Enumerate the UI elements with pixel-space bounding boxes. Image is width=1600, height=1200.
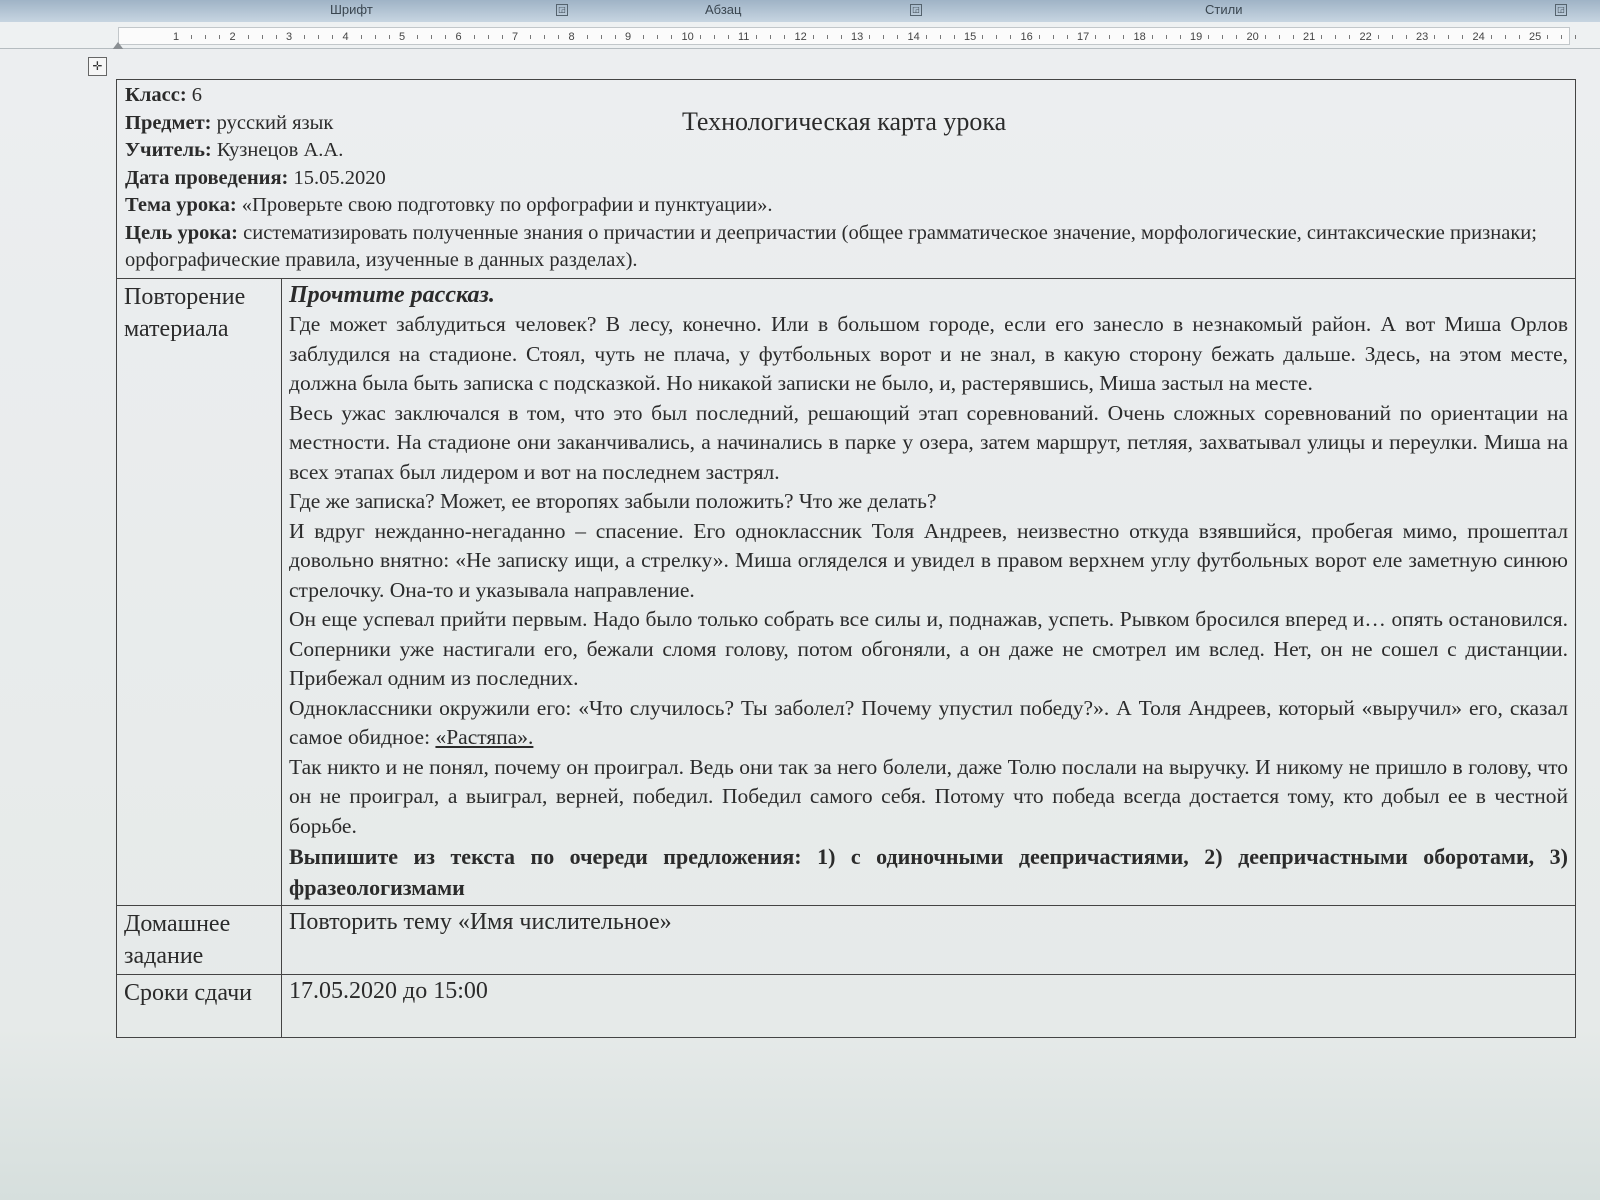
ruler-number: 20	[1246, 31, 1259, 43]
ruler-tick	[1095, 35, 1096, 39]
ruler-tick	[191, 35, 192, 39]
subject-value: русский язык	[216, 111, 334, 134]
styles-dialog-launcher-icon[interactable]: ◲	[1555, 4, 1567, 16]
ruler-tick	[530, 35, 531, 39]
ruler-tick	[1010, 35, 1011, 39]
ruler-tick	[1053, 35, 1054, 39]
ruler-number: 17	[1077, 31, 1090, 43]
ruler-tick	[784, 35, 785, 39]
paragraph-dialog-launcher-icon[interactable]: ◲	[910, 4, 922, 16]
ruler-tick	[375, 35, 376, 39]
ruler-tick	[304, 35, 305, 39]
ruler-number: 9	[625, 31, 632, 43]
ruler-tick	[1519, 35, 1520, 39]
ruler-number: 1	[173, 31, 180, 43]
ruler-tick	[1236, 35, 1237, 39]
underlined-quote: «Растяпа».	[435, 725, 534, 749]
ruler-number: 23	[1416, 31, 1429, 43]
ruler-tick	[544, 35, 545, 39]
ruler-tick	[1222, 35, 1223, 39]
ruler-number: 22	[1359, 31, 1372, 43]
ruler-tick	[841, 35, 842, 39]
ruler-tick	[643, 35, 644, 39]
ruler-tick	[1067, 35, 1068, 39]
ruler-number: 2	[229, 31, 236, 43]
review-content-cell	[282, 278, 1576, 906]
header-row	[117, 80, 1576, 279]
class-label: Класс:	[125, 84, 187, 106]
ruler-tick	[1039, 35, 1040, 39]
class-value: 6	[191, 84, 203, 106]
ruler-number: 11	[738, 31, 750, 43]
ruler-tick	[869, 35, 870, 39]
ruler-tick	[1166, 35, 1167, 39]
ruler-tick	[982, 35, 983, 39]
story-paragraph: И вдруг нежданно-негаданно – спасение. Его одноклассник Толя Андреев, неизвестно откуда взявшийся, пробегая мимо, прошептал довольно внятно: «Не записку ищи, а стрелку». Миша огляделся и увидел в правом верхнем углу футбольных ворот еле заметную синюю стрелочку. Она-то и указывала направление.	[289, 518, 1568, 602]
ruler-tick	[827, 35, 828, 39]
ruler-tick	[1293, 35, 1294, 39]
date-line	[125, 165, 1567, 193]
goal-value: систематизировать полученные знания о причастии и деепричастии (общее грамматическое значение, морфологические, синтаксические признаки; орфографические правила, изученные в данных разделах).	[125, 221, 1537, 271]
task-instruction: Выпишите из текста по очереди предложения: 1) с одиночными деепричастиями, 2) деепричастными оборотами, 3) фразеологизмами	[289, 844, 1568, 900]
ribbon-bar	[0, 0, 1600, 23]
font-dialog-launcher-icon[interactable]: ◲	[556, 4, 568, 16]
ruler-tick	[813, 35, 814, 39]
ruler-number: 24	[1472, 31, 1485, 43]
ruler-tick	[1265, 35, 1266, 39]
ruler-tick	[431, 35, 432, 39]
ruler-tick	[219, 35, 220, 39]
teacher-value: Кузнецов А.А.	[216, 139, 344, 161]
ruler-tick	[488, 35, 489, 39]
ruler-tick	[1335, 35, 1336, 39]
ruler-tick	[940, 35, 941, 39]
ruler-number: 19	[1190, 31, 1203, 43]
ruler-tick	[205, 35, 206, 39]
ruler-number: 13	[851, 31, 864, 43]
date-value: 15.05.2020	[293, 166, 386, 189]
ruler-tick	[1575, 35, 1576, 39]
story-paragraph: Так никто и не понял, почему он проиграл. Ведь они так за него болели, даже Толю послали на выручку. И никому не пришло в голову, что он не проиграл, а выиграл, верней, победил. Победил самого себя. Потому что победа всегда достается тому, кто добыл ее в честной борьбе.	[289, 754, 1568, 838]
deadline-row	[117, 975, 1576, 1038]
story-paragraph-with-quote	[289, 694, 1568, 753]
review-label-cell	[117, 278, 282, 906]
ruler-tick	[389, 35, 390, 39]
ruler-tick	[671, 35, 672, 39]
ruler-tick	[700, 35, 701, 39]
ruler-tick	[996, 35, 997, 39]
document-page	[0, 49, 1600, 1200]
ruler-number: 8	[568, 31, 575, 43]
ruler-tick	[474, 35, 475, 39]
ruler-tick	[1208, 35, 1209, 39]
lesson-card-table	[116, 79, 1576, 1038]
ruler-tick	[756, 35, 757, 39]
story-paragraph: Он еще успевал прийти первым. Надо было только собрать все силы и, поднажав, успеть. Рывком бросился вперед и… опять остановился. Соперники уже настигали его, бежали сломя голову, потом обгоняли, а он даже не смотрел им вслед. Нет, он не сошел с дистанции. Прибежал одним из последних.	[289, 607, 1568, 690]
teacher-label: Учитель:	[125, 139, 212, 161]
ruler-tick	[445, 35, 446, 39]
ruler-tick	[1152, 35, 1153, 39]
ruler-number: 15	[964, 31, 977, 43]
ruler-tick	[1279, 35, 1280, 39]
ruler-tick	[558, 35, 559, 39]
ruler-tick	[262, 35, 263, 39]
ruler-tick	[601, 35, 602, 39]
ruler-number: 14	[907, 31, 920, 43]
ruler-tick	[1505, 35, 1506, 39]
card-title: Технологическая карта урока	[682, 107, 1007, 136]
homework-row	[117, 906, 1576, 975]
ribbon-group-styles-label: Стили	[1205, 2, 1243, 17]
header-cell	[117, 80, 1576, 279]
ruler-number: 12	[794, 31, 807, 43]
ruler-tick	[1561, 35, 1562, 39]
homework-label-cell: Домашнее задание	[117, 906, 282, 975]
table-move-handle-icon[interactable]: ✛	[88, 57, 107, 76]
ruler-tick	[1491, 35, 1492, 39]
ruler-tick	[587, 35, 588, 39]
story-paragraph: Где может заблудиться человек? В лесу, конечно. Или в большом городе, если его занесло в незнакомый район. А вот Миша Орлов заблудился на стадионе. Стоял, чуть не плача, у футбольных ворот и не знал, в какую сторону бежать дальше. Здесь, на этом месте, должна была быть записка с подсказкой. Но никакой записки не было, и, растерявшись, Миша застыл на месте.	[289, 312, 1568, 395]
ruler-number: 3	[286, 31, 293, 43]
ribbon-group-font-label: Шрифт	[330, 2, 373, 17]
ruler-number: 6	[455, 31, 462, 43]
topic-value: «Проверьте свою подготовку по орфографии и пунктуации».	[241, 194, 773, 216]
teacher-line	[125, 137, 1567, 165]
ruler-number: 18	[1133, 31, 1146, 43]
deadline-label-cell: Сроки сдачи	[117, 975, 282, 1038]
ruler-tick	[657, 35, 658, 39]
class-line	[125, 82, 1567, 110]
ruler-tick	[615, 35, 616, 39]
ruler-tick	[883, 35, 884, 39]
ruler-tick	[714, 35, 715, 39]
ruler-tick	[1448, 35, 1449, 39]
homework-value-cell: Повторить тему «Имя числительное»	[282, 906, 1576, 975]
ruler-tick	[248, 35, 249, 39]
ruler-tick	[1406, 35, 1407, 39]
ruler-tick	[728, 35, 729, 39]
ruler-tick	[1434, 35, 1435, 39]
deadline-value-cell: 17.05.2020 до 15:00	[282, 975, 1576, 1038]
subject-label: Предмет:	[125, 111, 212, 134]
ruler-tick	[770, 35, 771, 39]
ruler-tick	[1321, 35, 1322, 39]
ruler-tick	[1123, 35, 1124, 39]
ruler-number: 7	[512, 31, 519, 43]
ruler-number: 10	[681, 31, 694, 43]
instruction-heading: Прочтите рассказ.	[289, 281, 495, 308]
date-label: Дата проведения:	[125, 166, 289, 189]
ruler-number: 4	[342, 31, 349, 43]
ruler-tick	[954, 35, 955, 39]
ruler-tick	[1378, 35, 1379, 39]
ruler-tick	[1349, 35, 1350, 39]
review-row	[117, 278, 1576, 906]
topic-label: Тема урока:	[125, 194, 237, 216]
story-paragraph: Весь ужас заключался в том, что это был последний, решающий этап соревнований. Очень сложных соревнований по ориентации на местности. На стадионе они заканчивались, а начинались в парке у озера, затем маршрут, петляя, захватывал улицы и переулки. Миша на всех этапах был лидером и вот на последнем застрял.	[289, 400, 1568, 484]
ruler-tick	[897, 35, 898, 39]
ruler-tick	[1392, 35, 1393, 39]
ruler-tick	[1109, 35, 1110, 39]
ruler-track	[118, 27, 1570, 45]
story-paragraph-text: Одноклассники окружили его: «Что случилось? Ты заболел? Почему упустил победу?». А Толя Андреев, который «выручил» его, сказал самое обидное:	[289, 695, 1568, 749]
review-label: Повторение материала	[124, 283, 246, 342]
ribbon-group-paragraph-label: Абзац	[705, 2, 742, 17]
horizontal-ruler[interactable]	[0, 22, 1600, 49]
ruler-tick	[1462, 35, 1463, 39]
ruler-tick	[502, 35, 503, 39]
ruler-tick	[1547, 35, 1548, 39]
ruler-number: 21	[1303, 31, 1316, 43]
goal-line	[125, 220, 1567, 275]
ruler-tick	[926, 35, 927, 39]
ruler-tick	[276, 35, 277, 39]
ruler-number: 16	[1020, 31, 1033, 43]
ruler-tick	[332, 35, 333, 39]
goal-label: Цель урока:	[125, 221, 238, 244]
ruler-tick	[1180, 35, 1181, 39]
ruler-number: 5	[399, 31, 406, 43]
topic-line	[125, 192, 1567, 220]
ruler-tick	[318, 35, 319, 39]
ruler-tick	[361, 35, 362, 39]
ruler-tick	[417, 35, 418, 39]
story-paragraph: Где же записка? Может, ее второпях забыли положить? Что же делать?	[289, 489, 937, 513]
ruler-number: 25	[1529, 31, 1542, 43]
